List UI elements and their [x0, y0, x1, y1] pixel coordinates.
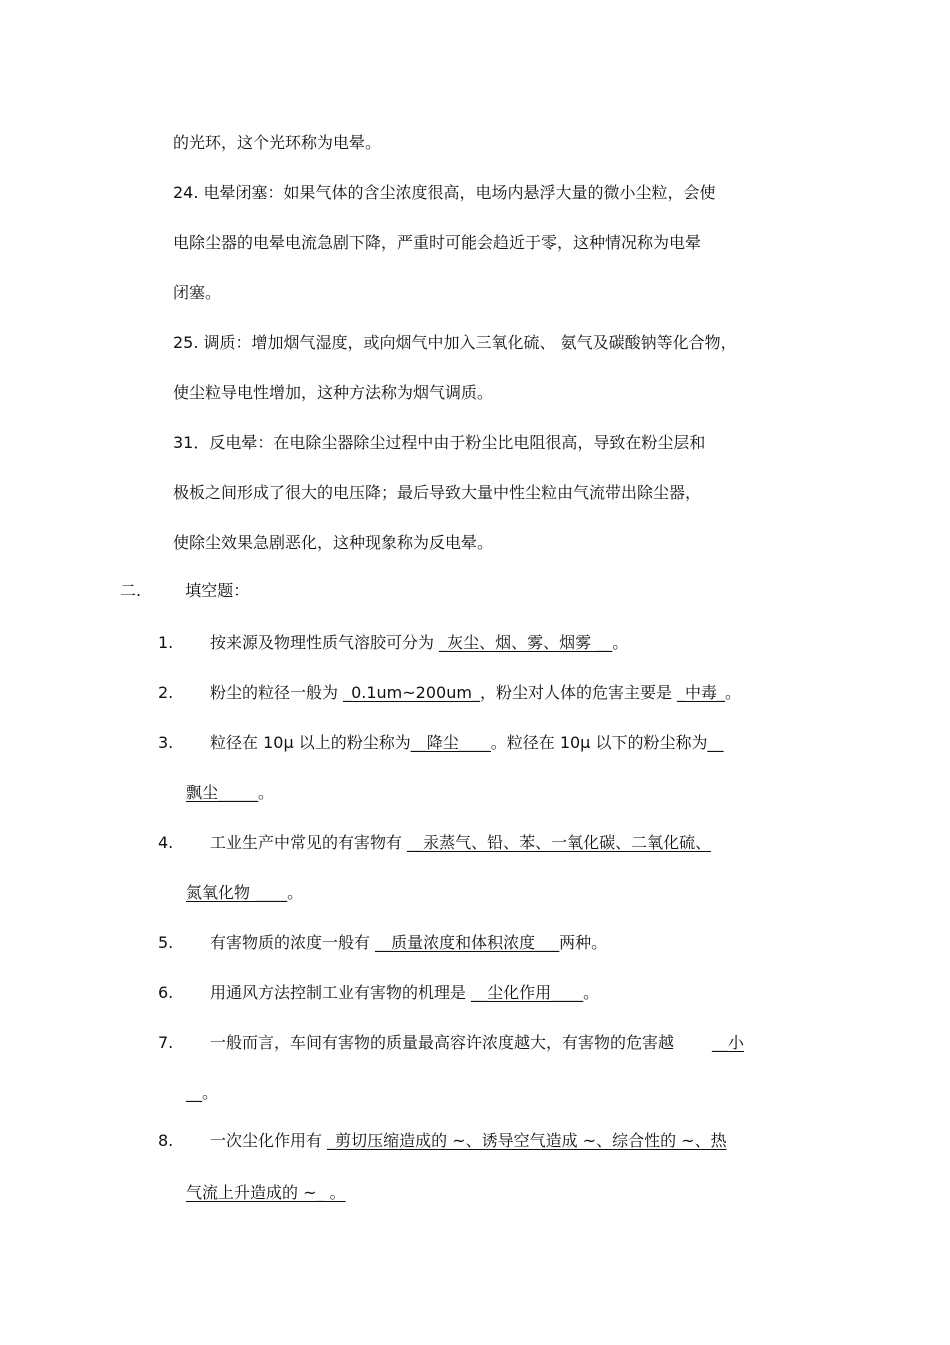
- section-title: 填空题：: [185, 581, 250, 600]
- question-text: 一次尘化作用有: [210, 1131, 328, 1150]
- question-mid: 。粒径在 10μ 以下的粉尘称为: [490, 733, 708, 752]
- answer-blank: _0.1um~200um_: [343, 683, 480, 702]
- question-number: 2.: [158, 683, 174, 702]
- question-text: 工业生产中常见的有害物有: [210, 833, 408, 852]
- answer-blank: __小: [712, 1033, 745, 1052]
- answer-blank: _中毒_: [677, 683, 726, 702]
- question-3: [158, 732, 723, 754]
- answer-blank: __汞蒸气、铅、苯、一氧化碳、二氧化硫、: [407, 833, 712, 852]
- question-number: 6.: [158, 983, 174, 1002]
- question-4: [158, 832, 711, 854]
- question-7: [158, 1032, 744, 1054]
- question-number: 3.: [158, 733, 174, 752]
- answer-blank: _剪切压缩造成的 ~、诱导空气造成 ~、综合性的 ~、热: [327, 1131, 727, 1150]
- question-8-continuation: [186, 1182, 346, 1204]
- question-number: 1.: [158, 633, 174, 652]
- definition-31-line-2: 极板之间形成了很大的电压降；最后导致大量中性尘粒由气流带出除尘器，: [173, 483, 702, 502]
- definition-24-line-2: 电除尘器的电晕电流急剧下降，严重时可能会趋近于零，这种情况称为电晕: [173, 233, 702, 252]
- question-2: [158, 682, 741, 704]
- answer-blank: 气流上升造成的 ~_ 。: [186, 1183, 346, 1202]
- question-number: 8.: [158, 1131, 174, 1150]
- question-end: 。: [287, 883, 304, 902]
- question-end: 两种。: [559, 933, 608, 952]
- definition-31-line-1: 31．反电晕：在电除尘器除尘过程中由于粉尘比电阻很高，导致在粉尘层和: [173, 433, 706, 452]
- question-1: [158, 632, 628, 654]
- answer-blank: 氮氧化物 ____: [186, 883, 288, 902]
- definition-25-line-1: 25. 调质：增加烟气湿度，或向烟气中加入三氧化硫、 氨气及碳酸钠等化合物，: [173, 333, 737, 352]
- question-text: 用通风方法控制工业有害物的机理是: [210, 983, 472, 1002]
- question-text: 按来源及物理性质气溶胶可分为: [210, 633, 440, 652]
- question-4-continuation: [186, 882, 303, 904]
- question-8: [158, 1130, 727, 1152]
- question-end: 。: [725, 683, 742, 702]
- section-heading: [120, 580, 249, 602]
- answer-blank: __质量浓度和体积浓度___: [375, 933, 560, 952]
- question-text: 粉尘的粒径一般为: [210, 683, 344, 702]
- question-mid: ，粉尘对人体的危害主要是: [479, 683, 678, 702]
- question-end: 。: [612, 633, 629, 652]
- answer-blank: 飘尘_____: [186, 783, 259, 802]
- answer-blank: __尘化作用____: [471, 983, 584, 1002]
- definition-31-line-3: 使除尘效果急剧恶化，这种现象称为反电晕。: [173, 533, 494, 552]
- question-end: 。: [583, 983, 600, 1002]
- definition-24-line-3: 闭塞。: [173, 283, 222, 302]
- question-end: 。: [202, 1083, 219, 1102]
- answer-blank: __: [186, 1083, 202, 1102]
- question-7-continuation: [186, 1082, 218, 1104]
- answer-blank: __降尘____: [410, 733, 491, 752]
- question-3-continuation: [186, 782, 274, 804]
- question-number: 7.: [158, 1033, 174, 1052]
- question-end: 。: [258, 783, 275, 802]
- question-text: 一般而言，车间有害物的质量最高容许浓度越大，有害物的危害越: [210, 1033, 675, 1052]
- question-6: [158, 982, 599, 1004]
- section-number: 二.: [120, 581, 142, 600]
- question-number: 5.: [158, 933, 174, 952]
- definition-24-line-1: 24. 电晕闭塞：如果气体的含尘浓度很高，电场内悬浮大量的微小尘粒，会使: [173, 183, 716, 202]
- answer-blank: _灰尘、烟、雾、烟雾 __: [439, 633, 613, 652]
- question-number: 4.: [158, 833, 174, 852]
- definition-23-continuation: 的光环，这个光环称为电晕。: [173, 133, 382, 152]
- question-text: 有害物质的浓度一般有: [210, 933, 376, 952]
- question-5: [158, 932, 607, 954]
- answer-blank: __: [707, 733, 724, 752]
- definition-25-line-2: 使尘粒导电性增加，这种方法称为烟气调质。: [173, 383, 494, 402]
- question-text: 粒径在 10μ 以上的粉尘称为: [210, 733, 411, 752]
